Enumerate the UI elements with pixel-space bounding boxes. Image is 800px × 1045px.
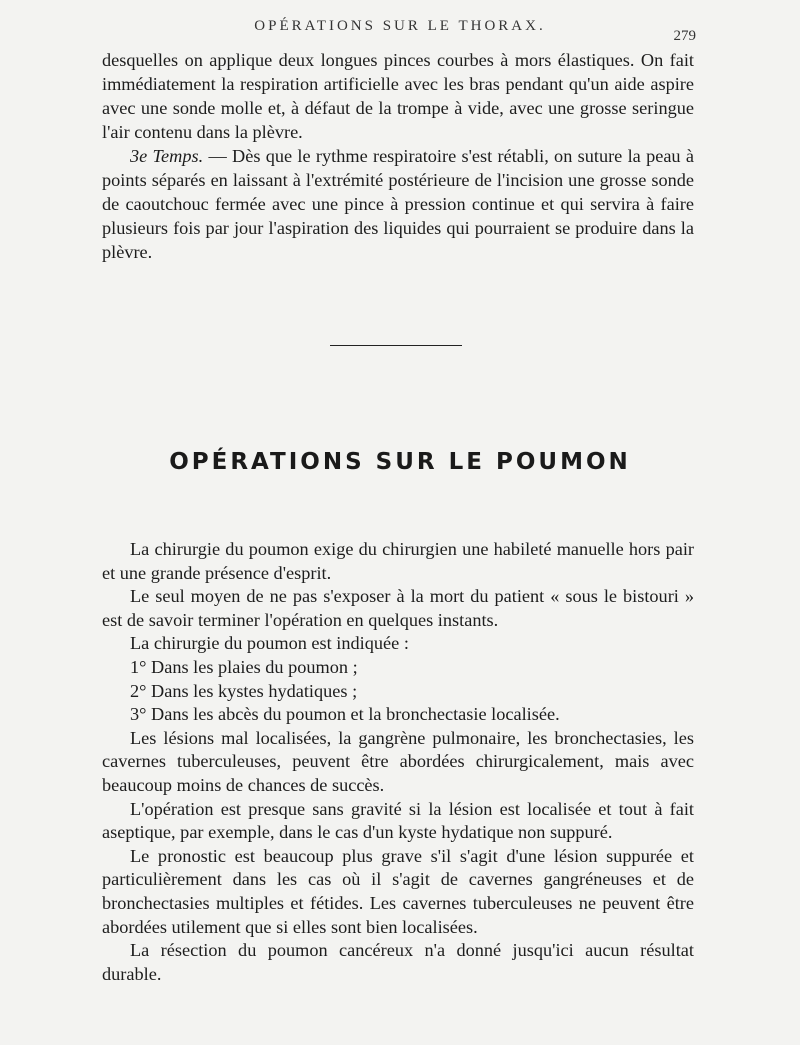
paragraph: La résection du poumon cancéreux n'a donné jusqu'ici aucun résultat durable. [102,940,694,984]
paragraph: La chirurgie du poumon est indiquée : [130,633,409,654]
running-head: OPÉRATIONS SUR LE THORAX. [254,18,546,34]
step-label: 3e Temps. [130,146,204,166]
paragraph: La chirurgie du poumon exige du chirurgien une habileté manuelle hors pair et une grande présence d'esprit. [102,539,694,583]
section-divider [330,345,462,346]
list-item: 2° Dans les kystes hydatiques ; [130,680,358,701]
paragraph: Le pronostic est beaucoup plus grave s'il s'agit d'une lésion suppurée et particulièrement dans les cas où il s'agit de cavernes gangréneuses et de bronchectasies multiples et fétides. Les cavernes tuberculeuses ne peuvent être abordées utilement que si elles sont bien localisées. [102,845,694,937]
paragraph: Le seul moyen de ne pas s'exposer à la mort du patient « sous le bistouri » est de savoir terminer l'opération en quelques instants. [102,586,694,630]
section-title: OPÉRATIONS SUR LE POUMON [169,449,631,475]
paragraph: Les lésions mal localisées, la gangrène pulmonaire, les bronchectasies, les cavernes tuberculeuses, peuvent être abordées chirurgicalement, mais avec beaucoup moins de chances de succès. [102,727,694,795]
continuation-text [102,48,694,264]
paragraph [102,144,694,264]
list-item: 1° Dans les plaies du poumon ; [130,656,358,677]
list-item: 3° Dans les abcès du poumon et la bronchectasie localisée. [130,704,560,725]
paragraph: L'opération est presque sans gravité si la lésion est localisée et tout à fait aseptique, par exemple, dans le cas d'un kyste hydatique non suppuré. [102,798,694,843]
paragraph: desquelles on applique deux longues pinces courbes à mors élastiques. On fait immédiatement la respiration artificielle avec les bras pendant qu'un aide aspire avec une sonde molle et, à défaut de la trompe à vide, avec une grosse seringue l'air contenu dans la plèvre. [102,50,694,142]
step-text: — Dès que le rythme respiratoire s'est rétabli, on suture la peau à points séparés en laissant à l'extrémité postérieure de l'incision une grosse sonde de caoutchouc fermée avec une pince à pression continue et qui servira à faire plusieurs fois par jour l'aspiration des liquides qui pourraient se produire dans la plèvre. [102,146,694,262]
section-body [102,538,694,986]
page-number: 279 [673,28,696,44]
